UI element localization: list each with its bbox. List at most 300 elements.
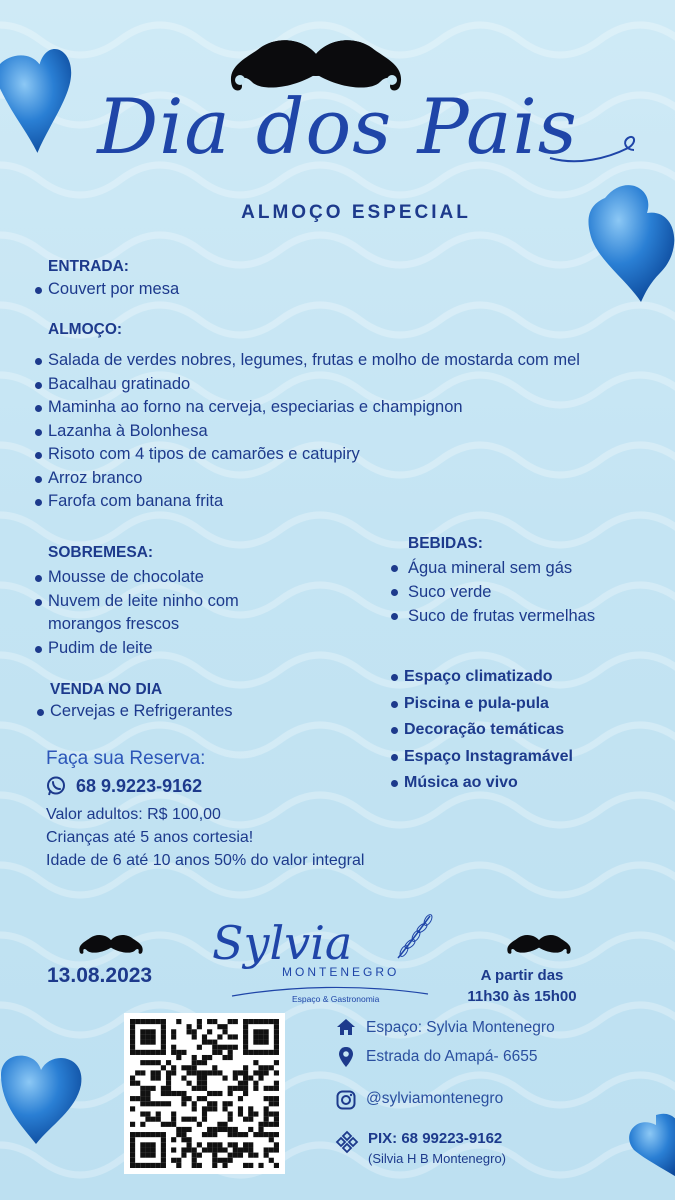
qr-module bbox=[248, 1147, 253, 1152]
list-item: Arroz branco bbox=[34, 467, 674, 491]
qr-module bbox=[238, 1106, 243, 1111]
qr-module bbox=[130, 1019, 135, 1024]
page-subtitle: ALMOÇO ESPECIAL bbox=[241, 202, 471, 223]
qr-module bbox=[171, 1122, 176, 1127]
qr-module bbox=[130, 1029, 135, 1034]
qr-module bbox=[176, 1163, 181, 1168]
qr-module bbox=[233, 1142, 238, 1147]
qr-module bbox=[274, 1045, 279, 1050]
qr-module bbox=[253, 1050, 258, 1055]
list-item: Couvert por mesa bbox=[34, 278, 179, 302]
qr-module bbox=[181, 1127, 186, 1132]
qr-module bbox=[130, 1106, 135, 1111]
qr-module bbox=[253, 1029, 258, 1034]
qr-module bbox=[161, 1019, 166, 1024]
qr-module bbox=[264, 1050, 269, 1055]
qr-module bbox=[258, 1029, 263, 1034]
qr-module bbox=[145, 1034, 150, 1039]
qr-module bbox=[233, 1019, 238, 1024]
qr-module bbox=[264, 1065, 269, 1070]
qr-module bbox=[207, 1070, 212, 1075]
qr-module bbox=[233, 1153, 238, 1158]
qr-module bbox=[274, 1117, 279, 1122]
qr-module bbox=[248, 1019, 253, 1024]
list-item: Maminha ao forno na cerveja, especiarias e champignon bbox=[34, 396, 674, 420]
qr-module bbox=[274, 1101, 279, 1106]
page-title: Dia dos Pais bbox=[97, 82, 578, 171]
qr-module bbox=[166, 1060, 171, 1065]
qr-module bbox=[222, 1101, 227, 1106]
qr-module bbox=[151, 1070, 156, 1075]
almoco-title: ALMOÇO: bbox=[48, 321, 123, 338]
qr-module bbox=[202, 1132, 207, 1137]
feature-item: Piscina e pula-pula bbox=[390, 691, 573, 718]
qr-module bbox=[176, 1050, 181, 1055]
qr-module bbox=[156, 1060, 161, 1065]
qr-module bbox=[135, 1050, 140, 1055]
qr-module bbox=[207, 1132, 212, 1137]
qr-module bbox=[192, 1153, 197, 1158]
qr-module bbox=[187, 1024, 192, 1029]
qr-module bbox=[253, 1086, 258, 1091]
qr-module bbox=[161, 1153, 166, 1158]
qr-module bbox=[238, 1096, 243, 1101]
contact-address: Estrada do Amapá- 6655 bbox=[366, 1048, 538, 1065]
qr-module bbox=[140, 1101, 145, 1106]
qr-module bbox=[192, 1086, 197, 1091]
qr-module bbox=[171, 1029, 176, 1034]
qr-module bbox=[181, 1132, 186, 1137]
qr-module bbox=[253, 1019, 258, 1024]
qr-module bbox=[130, 1040, 135, 1045]
price-line: Valor adultos: R$ 100,00 bbox=[46, 806, 221, 823]
qr-module bbox=[156, 1070, 161, 1075]
qr-module bbox=[228, 1158, 233, 1163]
contact-pix-name: (Silvia H B Montenegro) bbox=[368, 1151, 506, 1166]
qr-module bbox=[197, 1122, 202, 1127]
logo-surname: MONTENEGRO bbox=[282, 965, 400, 979]
qr-module bbox=[238, 1147, 243, 1152]
event-date: 13.08.2023 bbox=[47, 964, 153, 987]
qr-module bbox=[171, 1147, 176, 1152]
qr-module bbox=[187, 1117, 192, 1122]
logo bbox=[208, 912, 438, 1004]
qr-module bbox=[181, 1076, 186, 1081]
qr-module bbox=[212, 1163, 217, 1168]
qr-module bbox=[202, 1086, 207, 1091]
qr-module bbox=[233, 1076, 238, 1081]
logo-tagline: Espaço & Gastronomia bbox=[292, 994, 380, 1004]
qr-module bbox=[176, 1019, 181, 1024]
qr-module bbox=[274, 1029, 279, 1034]
qr-module bbox=[217, 1091, 222, 1096]
qr-module bbox=[228, 1050, 233, 1055]
qr-module bbox=[145, 1019, 150, 1024]
qr-module bbox=[161, 1029, 166, 1034]
contact-pix: PIX: 68 99223-9162 bbox=[368, 1130, 503, 1147]
qr-module bbox=[269, 1086, 274, 1091]
almoco-list bbox=[34, 349, 674, 514]
qr-module bbox=[145, 1111, 150, 1116]
qr-module bbox=[197, 1153, 202, 1158]
qr-module bbox=[253, 1060, 258, 1065]
sobremesa-title: SOBREMESA: bbox=[48, 544, 154, 561]
features-list bbox=[390, 664, 573, 797]
qr-module bbox=[228, 1111, 233, 1116]
qr-module bbox=[212, 1065, 217, 1070]
qr-module bbox=[258, 1076, 263, 1081]
qr-module bbox=[253, 1081, 258, 1086]
qr-module bbox=[145, 1142, 150, 1147]
qr-module bbox=[130, 1142, 135, 1147]
qr-module bbox=[130, 1024, 135, 1029]
qr-module bbox=[207, 1029, 212, 1034]
qr-module bbox=[140, 1163, 145, 1168]
qr-module bbox=[135, 1070, 140, 1075]
qr-module bbox=[228, 1019, 233, 1024]
qr-module bbox=[222, 1055, 227, 1060]
qr-module bbox=[151, 1076, 156, 1081]
qr-module bbox=[217, 1158, 222, 1163]
qr-code bbox=[124, 1013, 285, 1174]
qr-module bbox=[130, 1137, 135, 1142]
qr-module bbox=[238, 1081, 243, 1086]
qr-module bbox=[202, 1060, 207, 1065]
qr-module bbox=[274, 1147, 279, 1152]
qr-module bbox=[228, 1117, 233, 1122]
whatsapp-icon bbox=[46, 776, 66, 796]
qr-module bbox=[248, 1142, 253, 1147]
qr-module bbox=[212, 1158, 217, 1163]
qr-module bbox=[202, 1034, 207, 1039]
qr-module bbox=[171, 1137, 176, 1142]
qr-module bbox=[135, 1019, 140, 1024]
qr-module bbox=[274, 1060, 279, 1065]
qr-module bbox=[274, 1111, 279, 1116]
qr-module bbox=[151, 1101, 156, 1106]
qr-module bbox=[161, 1034, 166, 1039]
qr-module bbox=[217, 1122, 222, 1127]
qr-module bbox=[248, 1153, 253, 1158]
qr-module bbox=[140, 1147, 145, 1152]
list-item: Nuvem de leite ninho com bbox=[34, 590, 239, 614]
qr-module bbox=[130, 1158, 135, 1163]
qr-module bbox=[243, 1086, 248, 1091]
qr-module bbox=[233, 1034, 238, 1039]
qr-module bbox=[274, 1086, 279, 1091]
qr-module bbox=[212, 1106, 217, 1111]
qr-module bbox=[264, 1111, 269, 1116]
qr-module bbox=[130, 1122, 135, 1127]
qr-module bbox=[253, 1040, 258, 1045]
qr-module bbox=[171, 1045, 176, 1050]
event-time bbox=[462, 965, 582, 1007]
qr-module bbox=[192, 1029, 197, 1034]
qr-module bbox=[243, 1117, 248, 1122]
qr-module bbox=[151, 1086, 156, 1091]
qr-module bbox=[187, 1070, 192, 1075]
qr-module bbox=[233, 1086, 238, 1091]
qr-module bbox=[258, 1122, 263, 1127]
qr-module bbox=[269, 1096, 274, 1101]
qr-module bbox=[274, 1132, 279, 1137]
list-item: Bacalhau gratinado bbox=[34, 373, 674, 397]
qr-module bbox=[145, 1086, 150, 1091]
qr-module bbox=[176, 1132, 181, 1137]
qr-module bbox=[145, 1153, 150, 1158]
qr-module bbox=[192, 1070, 197, 1075]
qr-module bbox=[274, 1019, 279, 1024]
qr-module bbox=[161, 1024, 166, 1029]
list-item: Mousse de chocolate bbox=[34, 566, 239, 590]
qr-module bbox=[181, 1101, 186, 1106]
qr-module bbox=[140, 1142, 145, 1147]
qr-module bbox=[181, 1050, 186, 1055]
qr-module bbox=[222, 1106, 227, 1111]
qr-module bbox=[140, 1153, 145, 1158]
qr-module bbox=[135, 1096, 140, 1101]
list-item: Suco de frutas vermelhas bbox=[390, 604, 595, 628]
qr-module bbox=[233, 1045, 238, 1050]
qr-module bbox=[130, 1163, 135, 1168]
qr-module bbox=[207, 1106, 212, 1111]
reserve-phone[interactable]: 68 9.9223-9162 bbox=[76, 776, 203, 796]
contact-instagram[interactable]: @sylviamontenegro bbox=[366, 1090, 504, 1107]
qr-module bbox=[228, 1153, 233, 1158]
qr-module bbox=[264, 1086, 269, 1091]
qr-module bbox=[243, 1076, 248, 1081]
entrada-list bbox=[34, 278, 179, 302]
qr-module bbox=[145, 1163, 150, 1168]
qr-module bbox=[243, 1050, 248, 1055]
list-item: Lazanha à Bolonhesa bbox=[34, 420, 674, 444]
qr-module bbox=[140, 1122, 145, 1127]
qr-module bbox=[222, 1158, 227, 1163]
qr-module bbox=[140, 1070, 145, 1075]
qr-module bbox=[238, 1153, 243, 1158]
qr-module bbox=[258, 1132, 263, 1137]
qr-module bbox=[212, 1127, 217, 1132]
qr-module bbox=[181, 1096, 186, 1101]
qr-module bbox=[264, 1153, 269, 1158]
qr-module bbox=[171, 1111, 176, 1116]
qr-module bbox=[161, 1040, 166, 1045]
qr-module bbox=[228, 1142, 233, 1147]
qr-module bbox=[197, 1081, 202, 1086]
qr-module bbox=[187, 1142, 192, 1147]
qr-module bbox=[243, 1070, 248, 1075]
qr-module bbox=[264, 1019, 269, 1024]
qr-module bbox=[207, 1040, 212, 1045]
qr-module bbox=[212, 1147, 217, 1152]
qr-module bbox=[243, 1142, 248, 1147]
qr-module bbox=[243, 1132, 248, 1137]
qr-module bbox=[243, 1040, 248, 1045]
qr-module bbox=[243, 1147, 248, 1152]
qr-module bbox=[202, 1076, 207, 1081]
qr-module bbox=[197, 1163, 202, 1168]
qr-module bbox=[228, 1045, 233, 1050]
qr-module bbox=[181, 1147, 186, 1152]
qr-module bbox=[192, 1055, 197, 1060]
qr-module bbox=[140, 1132, 145, 1137]
qr-module bbox=[217, 1050, 222, 1055]
qr-module bbox=[145, 1029, 150, 1034]
heart-icon bbox=[585, 178, 675, 304]
reserve-label: Faça sua Reserva: bbox=[46, 748, 206, 769]
qr-module bbox=[202, 1096, 207, 1101]
qr-module bbox=[248, 1163, 253, 1168]
qr-module bbox=[202, 1147, 207, 1152]
qr-module bbox=[166, 1081, 171, 1086]
qr-module bbox=[269, 1132, 274, 1137]
qr-module bbox=[248, 1111, 253, 1116]
qr-module bbox=[197, 1096, 202, 1101]
qr-module bbox=[274, 1040, 279, 1045]
qr-module bbox=[197, 1024, 202, 1029]
qr-module bbox=[258, 1050, 263, 1055]
qr-module bbox=[207, 1091, 212, 1096]
qr-module bbox=[171, 1091, 176, 1096]
qr-module bbox=[228, 1101, 233, 1106]
qr-module bbox=[212, 1153, 217, 1158]
qr-module bbox=[161, 1086, 166, 1091]
qr-module bbox=[145, 1050, 150, 1055]
qr-module bbox=[228, 1091, 233, 1096]
feature-item: Espaço Instagramável bbox=[390, 744, 573, 771]
qr-module bbox=[151, 1132, 156, 1137]
qr-module bbox=[274, 1034, 279, 1039]
qr-module bbox=[140, 1111, 145, 1116]
qr-module bbox=[140, 1034, 145, 1039]
qr-module bbox=[233, 1147, 238, 1152]
qr-module bbox=[264, 1029, 269, 1034]
qr-module bbox=[212, 1050, 217, 1055]
qr-module bbox=[140, 1019, 145, 1024]
qr-module bbox=[192, 1117, 197, 1122]
qr-module bbox=[181, 1117, 186, 1122]
qr-module bbox=[269, 1122, 274, 1127]
logo-name: Sylvia bbox=[212, 916, 353, 970]
qr-module bbox=[140, 1086, 145, 1091]
mustache-icon bbox=[504, 930, 574, 960]
list-item: Pudim de leite bbox=[34, 637, 239, 661]
contact-space: Espaço: Sylvia Montenegro bbox=[366, 1019, 555, 1036]
qr-module bbox=[156, 1163, 161, 1168]
list-item: morangos frescos bbox=[48, 615, 180, 633]
qr-module bbox=[181, 1065, 186, 1070]
qr-module bbox=[161, 1050, 166, 1055]
qr-module bbox=[151, 1029, 156, 1034]
qr-module bbox=[145, 1117, 150, 1122]
qr-module bbox=[258, 1127, 263, 1132]
qr-module bbox=[187, 1096, 192, 1101]
qr-module bbox=[222, 1029, 227, 1034]
list-item: Risoto com 4 tipos de camarões e catupiry bbox=[34, 443, 674, 467]
qr-module bbox=[264, 1034, 269, 1039]
qr-module bbox=[264, 1132, 269, 1137]
qr-module bbox=[274, 1024, 279, 1029]
qr-module bbox=[166, 1086, 171, 1091]
qr-module bbox=[197, 1070, 202, 1075]
feature-item: Espaço climatizado bbox=[390, 664, 573, 691]
qr-module bbox=[222, 1127, 227, 1132]
qr-module bbox=[145, 1040, 150, 1045]
qr-module bbox=[135, 1132, 140, 1137]
qr-module bbox=[269, 1101, 274, 1106]
qr-module bbox=[207, 1147, 212, 1152]
qr-module bbox=[130, 1081, 135, 1086]
list-item: Farofa com banana frita bbox=[34, 490, 674, 514]
qr-module bbox=[248, 1117, 253, 1122]
qr-module bbox=[161, 1101, 166, 1106]
qr-module bbox=[222, 1122, 227, 1127]
qr-module bbox=[187, 1137, 192, 1142]
qr-module bbox=[212, 1019, 217, 1024]
qr-module bbox=[151, 1142, 156, 1147]
qr-module bbox=[202, 1081, 207, 1086]
qr-module bbox=[243, 1034, 248, 1039]
qr-module bbox=[217, 1142, 222, 1147]
qr-module bbox=[274, 1050, 279, 1055]
qr-module bbox=[222, 1045, 227, 1050]
qr-module bbox=[140, 1050, 145, 1055]
qr-module bbox=[253, 1034, 258, 1039]
qr-module bbox=[181, 1153, 186, 1158]
qr-module bbox=[228, 1132, 233, 1137]
qr-module bbox=[269, 1111, 274, 1116]
qr-module bbox=[269, 1019, 274, 1024]
qr-module bbox=[161, 1132, 166, 1137]
qr-module bbox=[145, 1096, 150, 1101]
qr-module bbox=[156, 1076, 161, 1081]
list-item: Salada de verdes nobres, legumes, frutas e molho de mostarda com mel bbox=[34, 349, 674, 373]
qr-module bbox=[135, 1163, 140, 1168]
qr-module bbox=[151, 1050, 156, 1055]
qr-module bbox=[151, 1060, 156, 1065]
qr-module bbox=[222, 1076, 227, 1081]
qr-module bbox=[264, 1040, 269, 1045]
qr-module bbox=[130, 1096, 135, 1101]
pricing-info bbox=[46, 803, 364, 872]
qr-module bbox=[243, 1065, 248, 1070]
qr-module bbox=[145, 1101, 150, 1106]
qr-module bbox=[238, 1070, 243, 1075]
qr-module bbox=[156, 1111, 161, 1116]
qr-module bbox=[161, 1147, 166, 1152]
instagram-icon bbox=[336, 1090, 356, 1110]
qr-module bbox=[161, 1142, 166, 1147]
qr-module bbox=[264, 1147, 269, 1152]
qr-module bbox=[130, 1076, 135, 1081]
leaf-icon bbox=[394, 912, 438, 962]
qr-module bbox=[243, 1029, 248, 1034]
qr-module bbox=[192, 1034, 197, 1039]
qr-module bbox=[130, 1147, 135, 1152]
price-line: Idade de 6 até 10 anos 50% do valor integral bbox=[46, 852, 365, 869]
qr-module bbox=[197, 1086, 202, 1091]
qr-module bbox=[161, 1137, 166, 1142]
qr-module bbox=[243, 1024, 248, 1029]
qr-module bbox=[192, 1158, 197, 1163]
qr-module bbox=[269, 1065, 274, 1070]
qr-module bbox=[151, 1153, 156, 1158]
qr-module bbox=[248, 1127, 253, 1132]
qr-module bbox=[274, 1081, 279, 1086]
qr-module bbox=[222, 1147, 227, 1152]
qr-module bbox=[207, 1142, 212, 1147]
qr-module bbox=[130, 1050, 135, 1055]
